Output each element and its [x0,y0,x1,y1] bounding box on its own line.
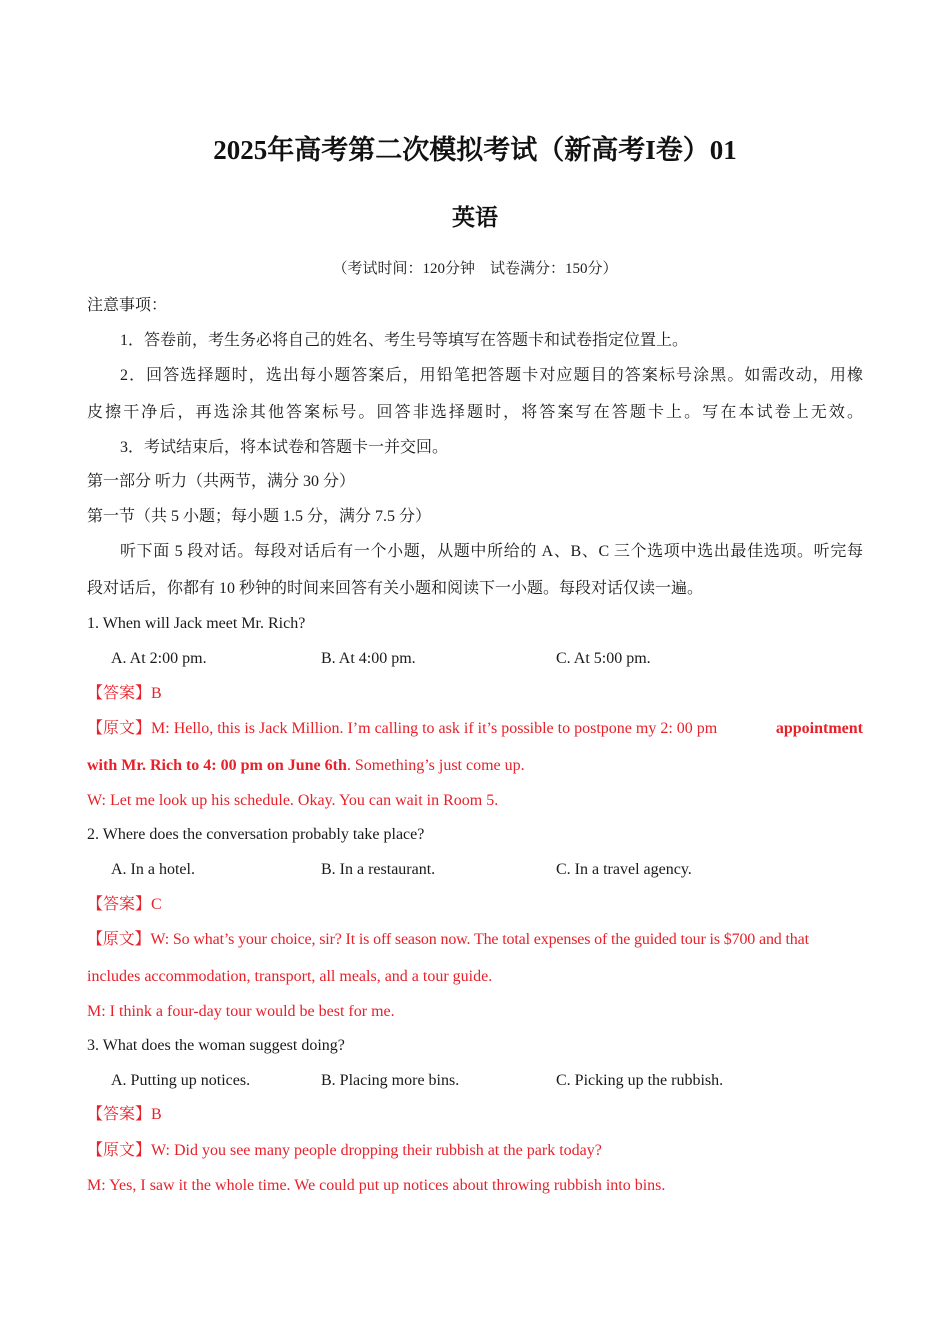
question-3-option-a: A. Putting up notices. [111,1072,251,1089]
question-1-transcript-line3: W: Let me look up his schedule. Okay. You can wait in Room 5. [87,792,499,809]
instructions-line2: 段对话后，你都有 10 秒钟的时间来回答有关小题和阅读下一小题。每段对话仅读一遍。 [87,580,704,597]
question-2-option-c: C. In a travel agency. [556,861,692,878]
answer-value: B [151,685,162,702]
question-2-transcript-line3: M: I think a four-day tour would be best for me. [87,1003,395,1020]
question-1-transcript-line1 [87,719,863,739]
note-item-2-line1: 2．回答选择题时，选出每小题答案后，用铅笔把答题卡对应题目的答案标号涂黑。如需改动，用橡 [120,367,863,384]
question-1-option-b: B. At 4:00 pm. [321,650,416,667]
question-2-transcript-line2: includes accommodation, transport, all meals, and a tour guide. [87,968,493,985]
question-2-transcript-line1 [87,930,863,950]
question-3-transcript-line1 [87,1141,863,1161]
answer-value: C [151,896,162,913]
answer-label: 【答案】 [87,685,152,702]
transcript-label: 【原文】 [87,720,152,737]
question-3-answer [87,1105,863,1125]
question-3-option-c: C. Picking up the rubbish. [556,1072,724,1089]
transcript-text: . Something’s just come up. [346,757,525,774]
question-1-answer [87,684,863,704]
note-item-3: 3．考试结束后，将本试卷和答题卡一并交回。 [120,439,449,456]
part1-heading: 第一部分 听力（共两节，满分 30 分） [87,473,356,490]
question-3-transcript-line2: M: Yes, I saw it the whole time. We could put up notices about throwing rubbish into bins. [87,1177,666,1194]
transcript-text: M: Hello, this is Jack Million. I’m calling to ask if it’s possible to postpone my 2: 00 pm [151,720,718,737]
transcript-highlight: with Mr. Rich to 4: 00 pm on June 6th [87,757,347,774]
transcript-text: W: Did you see many people dropping their rubbish at the park today? [151,1142,602,1159]
section1-heading: 第一节（共 5 小题；每小题 1.5 分，满分 7.5 分） [87,508,432,525]
question-2-option-b: B. In a restaurant. [321,861,436,878]
transcript-label: 【原文】 [87,1142,152,1159]
question-1-option-a: A. At 2:00 pm. [111,650,207,667]
question-1-transcript-line2 [87,756,863,776]
question-2-option-a: A. In a hotel. [111,861,195,878]
question-3-stem: 3. What does the woman suggest doing? [87,1037,345,1054]
note-item-1: 1．答卷前，考生务必将自己的姓名、考生号等填写在答题卡和试卷指定位置上。 [120,332,689,349]
subject-title: 英语 [452,205,498,230]
instructions-line1: 听下面 5 段对话。每段对话后有一个小题，从题中所给的 A、B、C 三个选项中选出最佳选项。听完每 [120,543,863,560]
notes-heading: 注意事项： [87,297,168,314]
question-2-answer [87,895,863,915]
question-1-option-c: C. At 5:00 pm. [556,650,651,667]
page-title: 2025年高考第二次模拟考试（新高考I卷）01 [213,135,737,165]
answer-label: 【答案】 [87,896,152,913]
transcript-highlight: appointment [775,720,863,737]
exam-info: （考试时间：120分钟 试卷满分：150分） [332,261,618,277]
answer-value: B [151,1106,162,1123]
transcript-label: 【原文】 [87,931,151,948]
question-2-stem: 2. Where does the conversation probably take place? [87,826,425,843]
answer-label: 【答案】 [87,1106,152,1123]
question-1-stem: 1. When will Jack meet Mr. Rich? [87,615,306,632]
note-item-2-line2: 皮擦干净后，再选涂其他答案标号。回答非选择题时，将答案写在答题卡上。写在本试卷上无效。 [87,404,863,421]
transcript-text: W: So what’s your choice, sir? It is off season now. The total expenses of the guided tour is $700 and that [150,931,809,948]
question-3-option-b: B. Placing more bins. [321,1072,460,1089]
